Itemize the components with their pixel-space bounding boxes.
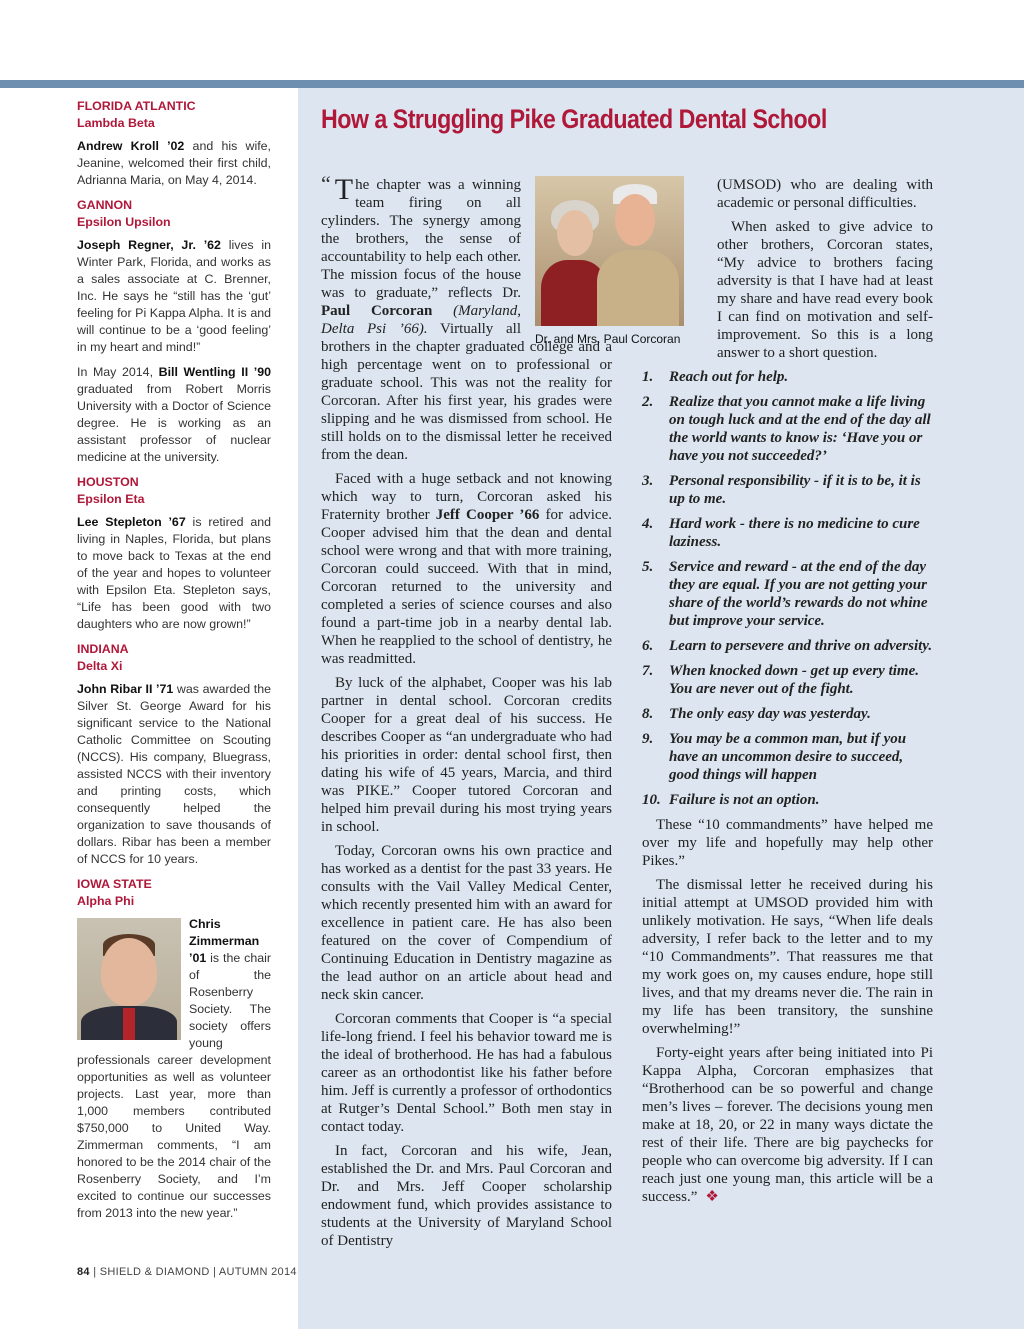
item-text: Realize that you cannot make a life living on tough luck and at the end of the day all the world wants to know is: ‘Have you or have you not succeeded?’ bbox=[669, 394, 931, 464]
entry-text: graduated from Robert Morris University with a Doctor of Science degree. He is working as an assistant professor of nuclear medicine at the university. bbox=[77, 382, 271, 464]
item-number: 5. bbox=[642, 559, 654, 575]
item-number: 8. bbox=[642, 706, 654, 722]
entry-text: and his wife, Jeanine, welcomed their first child, Adrianna Maria, on May 4, 2014. bbox=[77, 139, 271, 187]
item-text: Learn to persevere and thrive on adversity. bbox=[669, 638, 933, 654]
brother-name: Bill Wentling II ’90 bbox=[158, 365, 271, 379]
section-school: FLORIDA ATLANTIC bbox=[77, 99, 196, 113]
item-number: 1. bbox=[642, 369, 654, 385]
article-paragraph: These “10 commandments” have helped me over my life and hopefully may help other Pikes.” bbox=[642, 817, 933, 869]
entry-text: lives in Winter Park, Florida, and works as a sales associate at C. Brenner, Inc. He says he “still has the ‘gut’ feeling for Pi Kappa Alpha. It is and will continue to be a ‘good feeling’ in my heart and mind!” bbox=[77, 238, 271, 354]
entry-pretext: In May 2014, bbox=[77, 365, 159, 379]
page-folio: 84 | SHIELD & DIAMOND | AUTUMN 2014 bbox=[77, 1266, 297, 1278]
brother-name: Andrew Kroll ’02 bbox=[77, 139, 185, 153]
section-school: GANNON bbox=[77, 198, 133, 212]
list-item bbox=[642, 472, 933, 508]
section-chapter: Epsilon Upsilon bbox=[77, 215, 171, 229]
news-entry bbox=[77, 364, 271, 466]
article-paragraph: By luck of the alphabet, Cooper was his lab partner in dental school. Corcoran credits Cooper for a great deal of his success. He describes Cooper as “an undergraduate who had his priorities in order: dental school first, then dating his wife of 45 years, Marcia, and third was PIKE.” Cooper tutored Corcoran and helped him prevail during his most trying years in school. bbox=[321, 675, 612, 835]
news-entry bbox=[77, 138, 271, 189]
paragraph-text: Forty-eight years after being initiated into Pi Kappa Alpha, Corcoran emphasizes that “Brotherhood can be so powerful and change men’s lives – forever. The decisions young men make at 18, 20, or 22 in many ways dictate the rest of their life. There are big paychecks for people who can overcome big adversity. If I can reach just one young man, this article will be a success.” bbox=[642, 1045, 933, 1205]
list-item bbox=[642, 662, 933, 698]
item-text: Service and reward - at the end of the day they are equal. If you are not getting your share of the world’s rewards do not whine but improve your service. bbox=[669, 559, 928, 629]
section-chapter: Alpha Phi bbox=[77, 894, 135, 908]
profile-entry bbox=[77, 916, 271, 1230]
entry-text: was awarded the Silver St. George Award for his significant service to the National Catholic Committee on Scouting (NCCS). His company, Bluegrass, assisted NCCS with their inventory and printing costs, which consequently helped the organization to save thousands of dollars. Ribar has been a member of NCCS for 10 years. bbox=[77, 682, 271, 866]
drop-cap: T bbox=[334, 173, 354, 206]
person-name: Paul Corcoran bbox=[321, 303, 433, 319]
news-entry bbox=[77, 514, 271, 633]
section-chapter: Delta Xi bbox=[77, 659, 123, 673]
brother-name: Joseph Regner, Jr. ’62 bbox=[77, 238, 221, 252]
page-number: 84 bbox=[77, 1266, 90, 1278]
brother-name: John Ribar II ’71 bbox=[77, 682, 174, 696]
item-number: 10. bbox=[642, 792, 661, 808]
section-chapter: Epsilon Eta bbox=[77, 492, 145, 506]
item-number: 7. bbox=[642, 663, 654, 679]
paragraph-text: for advice. Cooper advised him that the dean and dental school were wrong and that with more training, Corcoran could succeed. With that in mind, Corcoran returned to the university and completed a series of science courses and also found a part-time job in a nearby dental lab. When he reapplied to the school of dentistry, he was readmitted. bbox=[321, 507, 612, 667]
article-paragraph bbox=[321, 470, 612, 668]
news-entry bbox=[77, 681, 271, 868]
article-headline: How a Struggling Pike Graduated Dental School bbox=[321, 104, 827, 134]
photo-caption: Dr. and Mrs. Paul Corcoran bbox=[535, 332, 681, 346]
brother-name: Lee Stepleton ’67 bbox=[77, 515, 186, 529]
portrait-photo bbox=[77, 918, 181, 1040]
paragraph-text: he chapter was a winning team firing on all cylinders. The synergy among the brothers, the sense of accountability to help each other. The mission focus of the house was to graduate,” reflects Dr. bbox=[321, 177, 521, 301]
list-item bbox=[642, 558, 933, 630]
column-2-top bbox=[717, 176, 933, 362]
section-chapter: Lambda Beta bbox=[77, 116, 155, 130]
item-text: Reach out for help. bbox=[669, 369, 789, 385]
item-number: 9. bbox=[642, 731, 654, 747]
item-number: 2. bbox=[642, 394, 654, 410]
paragraph-text: Virtually all brothers in the chapter graduated college and a high percentage went on to professional or graduate school. This was not the reality for Corcoran. After his first year, his grades were slipping and he was dismissed from school. He still holds on to the dismissal letter he received from the dean. bbox=[321, 321, 612, 463]
article-paragraph: (UMSOD) who are dealing with academic or personal difficulties. bbox=[717, 177, 933, 211]
item-text: The only easy day was yesterday. bbox=[669, 706, 871, 722]
section-school: HOUSTON bbox=[77, 475, 139, 489]
article-paragraph: When asked to give advice to other brothers, Corcoran states, “My advice to brothers facing adversity is that I have had at least my share and have read every book I can find on motivation and self-improvement. So this is a long answer to a short question. bbox=[717, 219, 933, 361]
item-text: You may be a common man, but if you have an uncommon desire to succeed, good things will happen bbox=[669, 731, 907, 783]
news-entry bbox=[77, 237, 271, 356]
chapter-news-sidebar bbox=[77, 98, 271, 1230]
item-text: When knocked down - get up every time. You are never out of the fight. bbox=[669, 663, 919, 697]
list-item bbox=[642, 393, 933, 465]
article-column-2 bbox=[642, 176, 933, 1212]
article-paragraph bbox=[642, 1044, 933, 1206]
end-of-article-icon: ❖ bbox=[705, 1189, 719, 1205]
article-paragraph: Today, Corcoran owns his own practice and has worked as a dentist for the past 33 years. He consults with the Vail Valley Medical Center, which recently presented him with an award for excellence in patient care. He has also been featured on the cover of Compendium of Continuing Education in Dentistry magazine as the lead author on an article about head and neck skin cancer. bbox=[321, 843, 612, 1003]
section-school: IOWA STATE bbox=[77, 877, 152, 891]
paragraph-text: Faced with a huge setback and not knowing which way to turn, Corcoran asked his Fraternity brother bbox=[321, 471, 612, 523]
article-paragraph: The dismissal letter he received during his initial attempt at UMSOD provided him with unlikely motivation. He says, “When life deals adversity, I refer back to the letter and to my “10 Commandments”. That reassures me that my work goes on, my causes endure, hope still lives, and that my dreams never die. The rain in my life has been transitory, the sunshine overwhelming!” bbox=[642, 877, 933, 1037]
item-number: 6. bbox=[642, 638, 654, 654]
ten-commandments-list bbox=[642, 368, 933, 809]
item-number: 3. bbox=[642, 473, 654, 489]
item-number: 4. bbox=[642, 516, 654, 532]
list-item bbox=[642, 730, 933, 784]
person-name: Jeff Cooper ’66 bbox=[435, 507, 540, 523]
list-item bbox=[642, 791, 933, 809]
entry-text: is retired and living in Naples, Florida, but plans to move back to Texas at the end of the year and hopes to volunteer with Epsilon Eta. Stepleton says, “Life has been good with two daughters who are now grown!” bbox=[77, 515, 271, 631]
entry-text: is the chair of the Rosenberry Society. The society offers young professionals career development opportunities as well as volunteer projects. Last year, more than 1,000 members contributed $750,000 to United Way. Zimmerman comments, “I am honored to be the 2014 chair of the Rosenberry Society, and I’m excited to continue our successes from 2013 into the new year.” bbox=[77, 951, 271, 1220]
list-item bbox=[642, 368, 933, 386]
article-paragraph: Corcoran comments that Cooper is “a special life-long friend. I feel his behavior toward me is the ideal of brotherhood. He has had a fabulous career as an orthodontist like his father before him. Jeff is currently a professor of orthodontics at Rutger’s Dental School.” Both men stay in contact today. bbox=[321, 1011, 612, 1135]
open-quote-mark: “ bbox=[321, 171, 331, 196]
publication-line: SHIELD & DIAMOND | AUTUMN 2014 bbox=[99, 1266, 297, 1278]
list-item bbox=[642, 637, 933, 655]
top-rule bbox=[0, 80, 1024, 88]
list-item bbox=[642, 515, 933, 551]
brother-name: Chris Zimmerman ’01 bbox=[189, 917, 260, 965]
item-text: Failure is not an option. bbox=[669, 792, 820, 808]
list-item bbox=[642, 705, 933, 723]
section-school: INDIANA bbox=[77, 642, 129, 656]
chapter-note: (Maryland, Delta Psi ’66). bbox=[321, 303, 521, 337]
article-paragraph: In fact, Corcoran and his wife, Jean, established the Dr. and Mrs. Paul Corcoran and Dr. and Mrs. Jeff Cooper scholarship endowment fund, which provides assistance to students at the University of Maryland School of Dentistry bbox=[321, 1143, 612, 1249]
item-text: Hard work - there is no medicine to cure laziness. bbox=[669, 516, 920, 550]
item-text: Personal responsibility - if it is to be, it is up to me. bbox=[669, 473, 921, 507]
